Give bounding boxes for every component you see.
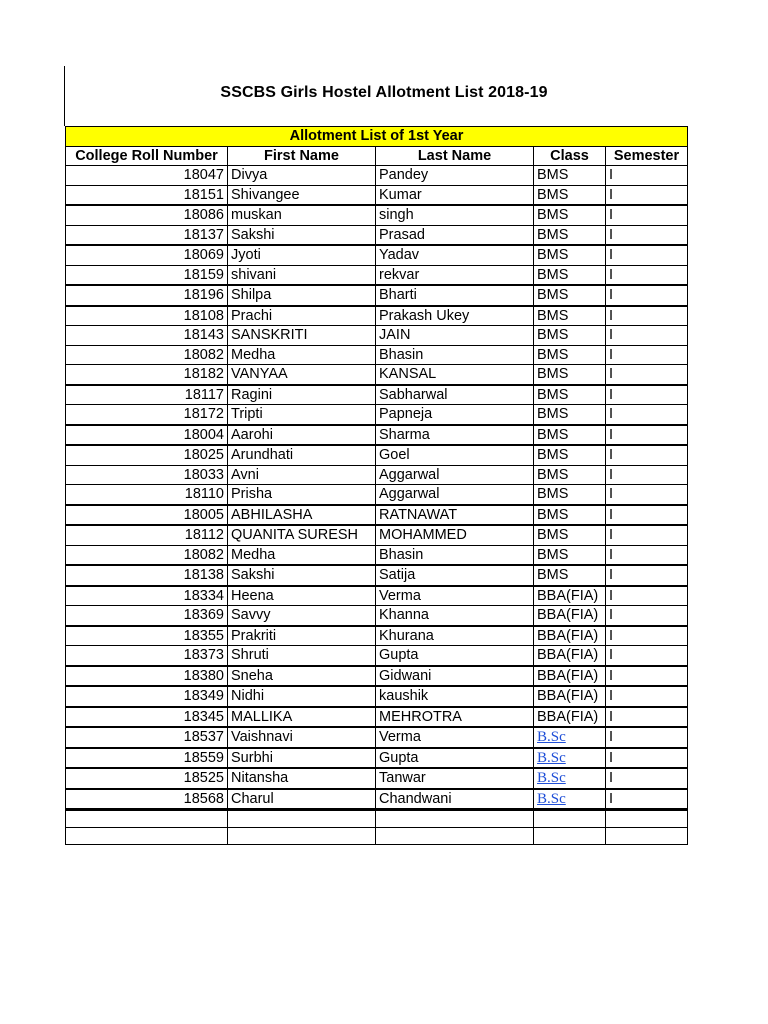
column-header-semester: Semester (606, 146, 688, 166)
table-row (66, 545, 688, 565)
roll-number-cell: 18112 (66, 525, 228, 545)
last-name-cell: Bhasin (376, 345, 534, 365)
last-name-cell: Papneja (376, 405, 534, 425)
last-name-cell: Yadav (376, 245, 534, 265)
last-name-cell: Khanna (376, 606, 534, 626)
first-name-cell: Heena (228, 586, 376, 606)
first-name-cell: Prakriti (228, 626, 376, 646)
first-name-cell: Nidhi (228, 686, 376, 707)
last-name-cell: singh (376, 205, 534, 225)
class-cell[interactable] (534, 768, 606, 789)
empty-cell (66, 810, 228, 828)
roll-number-cell: 18069 (66, 245, 228, 265)
class-cell: BMS (534, 326, 606, 346)
first-name-cell: Divya (228, 166, 376, 186)
first-name-cell: MALLIKA (228, 707, 376, 728)
semester-cell: I (606, 525, 688, 545)
class-cell: BMS (534, 465, 606, 485)
allotment-table (65, 126, 688, 845)
first-name-cell: Sneha (228, 666, 376, 687)
class-cell: BMS (534, 545, 606, 565)
first-name-cell: QUANITA SURESH (228, 525, 376, 545)
first-name-cell: Aarohi (228, 425, 376, 446)
last-name-cell: Prakash Ukey (376, 306, 534, 326)
class-cell: BBA(FIA) (534, 666, 606, 687)
class-cell[interactable] (534, 789, 606, 810)
table-row (66, 365, 688, 385)
class-cell: BMS (534, 265, 606, 285)
last-name-cell: Gupta (376, 748, 534, 769)
table-row (66, 445, 688, 465)
table-row (66, 425, 688, 446)
semester-cell: I (606, 365, 688, 385)
class-cell: BMS (534, 445, 606, 465)
last-name-cell: Gidwani (376, 666, 534, 687)
table-row (66, 707, 688, 728)
empty-cell (606, 810, 688, 828)
roll-number-cell: 18380 (66, 666, 228, 687)
roll-number-cell: 18355 (66, 626, 228, 646)
semester-cell: I (606, 748, 688, 769)
semester-cell: I (606, 789, 688, 810)
semester-cell: I (606, 205, 688, 225)
table-row (66, 748, 688, 769)
roll-number-cell: 18537 (66, 727, 228, 748)
first-name-cell: Prisha (228, 485, 376, 505)
first-name-cell: Savvy (228, 606, 376, 626)
roll-number-cell: 18345 (66, 707, 228, 728)
table-row (66, 306, 688, 326)
last-name-cell: Pandey (376, 166, 534, 186)
class-cell: BBA(FIA) (534, 586, 606, 606)
class-cell: BMS (534, 185, 606, 205)
roll-number-cell: 18005 (66, 505, 228, 526)
class-cell: BBA(FIA) (534, 646, 606, 666)
first-name-cell: Shivangee (228, 185, 376, 205)
semester-cell: I (606, 385, 688, 405)
semester-cell: I (606, 326, 688, 346)
semester-cell: I (606, 545, 688, 565)
class-cell: BMS (534, 385, 606, 405)
last-name-cell: Gupta (376, 646, 534, 666)
roll-number-cell: 18525 (66, 768, 228, 789)
table-row (66, 586, 688, 606)
semester-cell: I (606, 245, 688, 265)
class-cell: BBA(FIA) (534, 626, 606, 646)
first-name-cell: Vaishnavi (228, 727, 376, 748)
table-row (66, 385, 688, 405)
semester-cell: I (606, 768, 688, 789)
empty-row (66, 810, 688, 828)
semester-cell: I (606, 425, 688, 446)
first-name-cell: Nitansha (228, 768, 376, 789)
semester-cell: I (606, 686, 688, 707)
semester-cell: I (606, 626, 688, 646)
last-name-cell: Sharma (376, 425, 534, 446)
table-row (66, 525, 688, 545)
semester-cell: I (606, 505, 688, 526)
class-cell: BBA(FIA) (534, 686, 606, 707)
roll-number-cell: 18182 (66, 365, 228, 385)
table-row (66, 265, 688, 285)
roll-number-cell: 18137 (66, 225, 228, 245)
class-cell[interactable] (534, 748, 606, 769)
class-cell: BBA(FIA) (534, 707, 606, 728)
first-name-cell: Avni (228, 465, 376, 485)
table-row (66, 166, 688, 186)
roll-number-cell: 18025 (66, 445, 228, 465)
roll-number-cell: 18159 (66, 265, 228, 285)
last-name-cell: kaushik (376, 686, 534, 707)
last-name-cell: Verma (376, 727, 534, 748)
table-row (66, 185, 688, 205)
first-name-cell: SANSKRITI (228, 326, 376, 346)
table-row (66, 225, 688, 245)
header-row (66, 146, 688, 166)
first-name-cell: Surbhi (228, 748, 376, 769)
last-name-cell: rekvar (376, 265, 534, 285)
class-link[interactable]: B.Sc (537, 749, 566, 766)
class-cell: BMS (534, 365, 606, 385)
last-name-cell: Khurana (376, 626, 534, 646)
first-name-cell: VANYAA (228, 365, 376, 385)
table-row (66, 505, 688, 526)
semester-cell: I (606, 465, 688, 485)
last-name-cell: Aggarwal (376, 465, 534, 485)
empty-cell (534, 810, 606, 828)
table-row (66, 727, 688, 748)
class-cell: BMS (534, 505, 606, 526)
roll-number-cell: 18138 (66, 565, 228, 586)
last-name-cell: Kumar (376, 185, 534, 205)
semester-cell: I (606, 405, 688, 425)
last-name-cell: JAIN (376, 326, 534, 346)
class-link[interactable]: B.Sc (537, 729, 566, 746)
last-name-cell: Bharti (376, 285, 534, 306)
last-name-cell: MEHROTRA (376, 707, 534, 728)
roll-number-cell: 18110 (66, 485, 228, 505)
first-name-cell: Ragini (228, 385, 376, 405)
empty-cell (606, 828, 688, 845)
empty-cell (376, 828, 534, 845)
table-row (66, 768, 688, 789)
semester-cell: I (606, 666, 688, 687)
class-link[interactable]: B.Sc (537, 770, 566, 787)
empty-row (66, 828, 688, 845)
roll-number-cell: 18151 (66, 185, 228, 205)
page-title: SSCBS Girls Hostel Allotment List 2018-19 (220, 84, 548, 101)
table-row (66, 245, 688, 265)
empty-cell (66, 828, 228, 845)
semester-cell: I (606, 345, 688, 365)
roll-number-cell: 18334 (66, 586, 228, 606)
first-name-cell: Medha (228, 545, 376, 565)
column-header-roll: College Roll Number (66, 146, 228, 166)
semester-cell: I (606, 586, 688, 606)
last-name-cell: Bhasin (376, 545, 534, 565)
first-name-cell: ABHILASHA (228, 505, 376, 526)
empty-cell (534, 828, 606, 845)
class-cell: BMS (534, 245, 606, 265)
semester-cell: I (606, 445, 688, 465)
roll-number-cell: 18033 (66, 465, 228, 485)
roll-number-cell: 18082 (66, 345, 228, 365)
last-name-cell: Tanwar (376, 768, 534, 789)
semester-cell: I (606, 485, 688, 505)
table-row (66, 646, 688, 666)
class-cell: BMS (534, 525, 606, 545)
last-name-cell: RATNAWAT (376, 505, 534, 526)
semester-cell: I (606, 565, 688, 586)
class-cell[interactable] (534, 727, 606, 748)
first-name-cell: Sakshi (228, 225, 376, 245)
last-name-cell: MOHAMMED (376, 525, 534, 545)
last-name-cell: Sabharwal (376, 385, 534, 405)
first-name-cell: Shruti (228, 646, 376, 666)
class-cell: BMS (534, 405, 606, 425)
roll-number-cell: 18108 (66, 306, 228, 326)
semester-cell: I (606, 166, 688, 186)
last-name-cell: Goel (376, 445, 534, 465)
empty-cell (228, 810, 376, 828)
class-cell: BMS (534, 225, 606, 245)
column-header-last-name: Last Name (376, 146, 534, 166)
first-name-cell: muskan (228, 205, 376, 225)
column-header-first-name: First Name (228, 146, 376, 166)
first-name-cell: Medha (228, 345, 376, 365)
roll-number-cell: 18086 (66, 205, 228, 225)
table-row (66, 666, 688, 687)
semester-cell: I (606, 306, 688, 326)
semester-cell: I (606, 225, 688, 245)
last-name-cell: Aggarwal (376, 485, 534, 505)
class-cell: BMS (534, 306, 606, 326)
table-row (66, 285, 688, 306)
roll-number-cell: 18047 (66, 166, 228, 186)
class-link[interactable]: B.Sc (537, 790, 566, 807)
section-label: Allotment List of 1st Year (66, 127, 688, 147)
empty-cell (228, 828, 376, 845)
table-row (66, 326, 688, 346)
table-row (66, 606, 688, 626)
section-banner-row (66, 127, 688, 147)
column-header-class: Class (534, 146, 606, 166)
table-row (66, 405, 688, 425)
last-name-cell: Satija (376, 565, 534, 586)
class-cell: BMS (534, 285, 606, 306)
roll-number-cell: 18117 (66, 385, 228, 405)
class-cell: BMS (534, 425, 606, 446)
first-name-cell: shivani (228, 265, 376, 285)
semester-cell: I (606, 606, 688, 626)
class-cell: BMS (534, 345, 606, 365)
roll-number-cell: 18143 (66, 326, 228, 346)
first-name-cell: Arundhati (228, 445, 376, 465)
table-row (66, 485, 688, 505)
semester-cell: I (606, 185, 688, 205)
table-row (66, 205, 688, 225)
roll-number-cell: 18568 (66, 789, 228, 810)
class-cell: BMS (534, 166, 606, 186)
last-name-cell: Chandwani (376, 789, 534, 810)
roll-number-cell: 18172 (66, 405, 228, 425)
class-cell: BMS (534, 205, 606, 225)
semester-cell: I (606, 707, 688, 728)
table-row (66, 565, 688, 586)
class-cell: BMS (534, 485, 606, 505)
semester-cell: I (606, 727, 688, 748)
class-cell: BMS (534, 565, 606, 586)
first-name-cell: Shilpa (228, 285, 376, 306)
first-name-cell: Prachi (228, 306, 376, 326)
roll-number-cell: 18349 (66, 686, 228, 707)
empty-cell (376, 810, 534, 828)
roll-number-cell: 18369 (66, 606, 228, 626)
table-row (66, 789, 688, 810)
last-name-cell: Prasad (376, 225, 534, 245)
roll-number-cell: 18082 (66, 545, 228, 565)
first-name-cell: Charul (228, 789, 376, 810)
roll-number-cell: 18559 (66, 748, 228, 769)
last-name-cell: Verma (376, 586, 534, 606)
last-name-cell: KANSAL (376, 365, 534, 385)
class-cell: BBA(FIA) (534, 606, 606, 626)
first-name-cell: Jyoti (228, 245, 376, 265)
table-row (66, 465, 688, 485)
semester-cell: I (606, 285, 688, 306)
table-row (66, 345, 688, 365)
semester-cell: I (606, 265, 688, 285)
roll-number-cell: 18373 (66, 646, 228, 666)
semester-cell: I (606, 646, 688, 666)
roll-number-cell: 18004 (66, 425, 228, 446)
roll-number-cell: 18196 (66, 285, 228, 306)
table-row (66, 626, 688, 646)
first-name-cell: Sakshi (228, 565, 376, 586)
table-row (66, 686, 688, 707)
first-name-cell: Tripti (228, 405, 376, 425)
